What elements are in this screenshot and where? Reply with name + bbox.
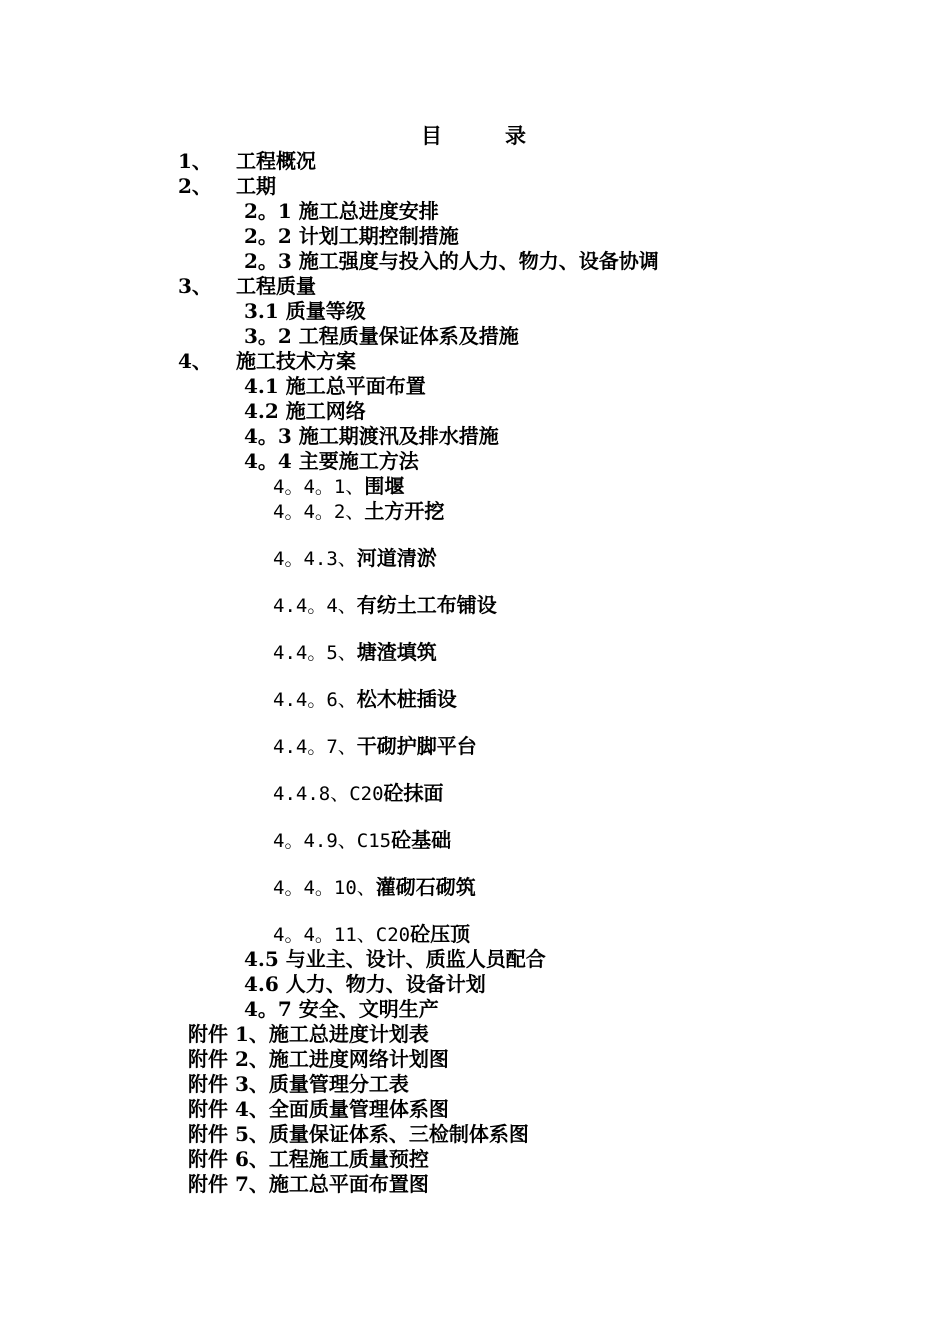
item-number: 4。4。11、C20 (273, 924, 411, 946)
item-label: 砼抹面 (383, 781, 444, 805)
item-number: 4。4.3、 (273, 548, 357, 570)
toc-item-4-4-1[interactable] (273, 474, 404, 499)
attachment-5[interactable]: 附件 5、质量保证体系、三检制体系图 (188, 1122, 529, 1146)
toc-section-4-6[interactable]: 4.6 人力、物力、设备计划 (244, 972, 486, 996)
item-label: 河道清淤 (356, 546, 437, 570)
attachment-7[interactable]: 附件 7、施工总平面布置图 (188, 1172, 429, 1196)
item-label: 砼基础 (391, 828, 452, 852)
section-number: 4、 (178, 349, 212, 373)
toc-section-4-3[interactable]: 4。3 施工期渡汛及排水措施 (244, 424, 499, 448)
attachment-3[interactable]: 附件 3、质量管理分工表 (188, 1072, 409, 1096)
toc-section-2-2[interactable]: 2。2 计划工期控制措施 (244, 224, 459, 248)
toc-item-4-4-11[interactable] (273, 922, 470, 947)
item-number: 4。4。1、 (273, 476, 365, 498)
toc-section-2-1[interactable]: 2。1 施工总进度安排 (244, 199, 439, 223)
toc-section-4-4[interactable]: 4。4 主要施工方法 (244, 449, 419, 473)
item-number: 4.4。7、 (273, 736, 357, 758)
toc-item-4-4-2[interactable] (273, 499, 444, 524)
toc-item-4-4-5[interactable] (273, 640, 437, 665)
toc-section-4-2[interactable]: 4.2 施工网络 (244, 399, 366, 423)
section-number: 2、 (178, 174, 212, 198)
item-label: 土方开挖 (364, 499, 445, 523)
toc-section-4-label[interactable]: 施工技术方案 (236, 349, 356, 373)
toc-section-2[interactable] (178, 174, 212, 198)
toc-item-4-4-10[interactable] (273, 875, 476, 900)
toc-section-3[interactable] (178, 274, 212, 298)
item-number: 4。4。2、 (273, 501, 365, 523)
toc-section-4[interactable] (178, 349, 212, 373)
item-label: 干砌护脚平台 (356, 734, 477, 758)
toc-item-4-4-9[interactable] (273, 828, 451, 853)
toc-section-1[interactable] (178, 149, 212, 173)
toc-section-2-label[interactable]: 工期 (236, 174, 276, 198)
item-number: 4.4。6、 (273, 689, 357, 711)
toc-section-3-label[interactable]: 工程质量 (236, 274, 316, 298)
item-number: 4.4。5、 (273, 642, 357, 664)
item-label: 塘渣填筑 (356, 640, 437, 664)
attachment-1[interactable]: 附件 1、施工总进度计划表 (188, 1022, 429, 1046)
toc-item-4-4-8[interactable] (273, 781, 444, 806)
toc-section-2-3[interactable]: 2。3 施工强度与投入的人力、物力、设备协调 (244, 249, 659, 273)
toc-item-4-4-4[interactable] (273, 593, 497, 618)
toc-section-4-7[interactable]: 4。7 安全、文明生产 (244, 997, 439, 1021)
toc-section-3-2[interactable]: 3。2 工程质量保证体系及措施 (244, 324, 519, 348)
toc-item-4-4-3[interactable] (273, 546, 437, 571)
section-number: 1、 (178, 149, 212, 173)
item-number: 4.4。4、 (273, 595, 357, 617)
toc-section-3-1[interactable]: 3.1 质量等级 (244, 299, 366, 323)
toc-item-4-4-6[interactable] (273, 687, 457, 712)
item-label: 有纺土工布铺设 (356, 593, 497, 617)
attachment-2[interactable]: 附件 2、施工进度网络计划图 (188, 1047, 449, 1071)
attachment-6[interactable]: 附件 6、工程施工质量预控 (188, 1147, 429, 1171)
item-number: 4。4。10、 (273, 877, 376, 899)
toc-section-1-label[interactable]: 工程概况 (236, 149, 316, 173)
toc-item-4-4-7[interactable] (273, 734, 477, 759)
toc-section-4-5[interactable]: 4.5 与业主、设计、质监人员配合 (244, 947, 546, 971)
item-number: 4。4.9、C15 (273, 830, 392, 852)
section-number: 3、 (178, 274, 212, 298)
toc-title: 目 录 (421, 123, 526, 148)
toc-section-4-1[interactable]: 4.1 施工总平面布置 (244, 374, 426, 398)
item-label: 灌砌石砌筑 (375, 875, 476, 899)
attachment-4[interactable]: 附件 4、全面质量管理体系图 (188, 1097, 449, 1121)
item-label: 松木桩插设 (356, 687, 457, 711)
item-number: 4.4.8、C20 (273, 783, 384, 805)
item-label: 围堰 (364, 474, 405, 498)
item-label: 砼压顶 (410, 922, 471, 946)
